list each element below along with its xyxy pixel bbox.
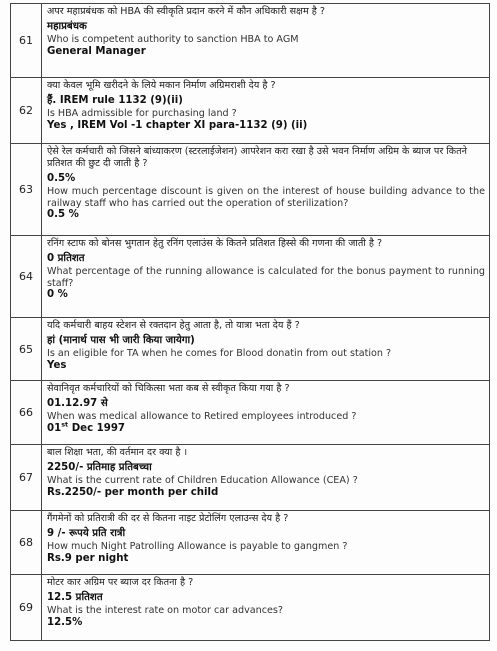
english-question: What percentage of the running allowance is calculated for the bonus payment to running staff?: [47, 266, 485, 289]
english-answer: 0 %: [47, 289, 68, 300]
english-question: How much Night Patrolling Allowance is payable to gangmen ?: [47, 541, 348, 552]
hindi-answer: महाप्रबंधक: [47, 21, 87, 32]
question-number: 63: [11, 144, 42, 236]
hindi-question: मोटर कार अग्रिम पर ब्याज दर कितना है ?: [47, 577, 194, 588]
table-row: [11, 511, 490, 575]
hindi-answer: 9 /- रूपये प्रति रात्री: [47, 528, 126, 539]
hindi-answer: 2250/- प्रतिमाह प्रतिबच्चा: [47, 462, 152, 473]
hindi-question: सेवानिवृत कर्मचारियों को चिकित्सा भता कब से स्वीकृत किया गया है ?: [47, 383, 290, 394]
qa-cell: [42, 236, 490, 318]
english-question: Who is competent authority to sanction HBA to AGM: [47, 34, 299, 45]
english-question: When was medical allowance to Retired employees introduced ?: [47, 411, 357, 422]
english-answer-ordinal: st: [61, 420, 69, 429]
hindi-question: ऐसे रेल कर्मचारी को जिसने बांध्याकरण (स्टरलाईजेशन) आपरेशन करा रखा है उसे भवन निर्माण अग्रिम के ब्याज पर कितने प्रतिशत की छुट दी जाती है ?: [47, 146, 467, 169]
hindi-answer: हां (मानार्थ पास भी जारी किया जायेगा): [47, 335, 195, 346]
english-question: What is the interest rate on motor car advances?: [47, 605, 284, 616]
qa-cell: [42, 4, 490, 78]
qa-cell: [42, 144, 490, 236]
qa-table: [10, 3, 490, 641]
table-row: [11, 445, 490, 511]
question-number: 68: [11, 511, 42, 575]
qa-cell: [42, 78, 490, 144]
question-number: 61: [11, 4, 42, 78]
qa-cell: [42, 575, 490, 641]
english-answer: 0.5 %: [47, 209, 79, 220]
hindi-question: बाल शिक्षा भता, की वर्तमान दर क्या है ।: [47, 447, 188, 458]
english-answer: [47, 420, 485, 435]
english-question: How much percentage discount is given on the interest of house building advance to the railway staff who has carried out the operation of sterilization?: [47, 186, 485, 209]
hindi-question: यदि कर्मचारी बाहय स्टेशन से रक्तदान हेतु आता है, तो यात्रा भता देय हैं ?: [47, 320, 300, 331]
hindi-question: अपर महाप्रबंधक को HBA की स्वीकृति प्रदान करने में कौन अधिकारी सक्षम है ?: [47, 6, 325, 17]
table-row: [11, 381, 490, 445]
english-answer-rest: Dec 1997: [68, 422, 126, 434]
question-number: 64: [11, 236, 42, 318]
english-answer: Rs.9 per night: [47, 552, 129, 564]
qa-cell: [42, 381, 490, 445]
hindi-question: रनिंग स्टाफ को बोनस भुगतान हेतु रनिंग एलाउंस के कितने प्रतिशत हिस्से की गणना की जाती है ?: [47, 238, 383, 249]
hindi-answer: हैं. IREM rule 1132 (9)(ii): [47, 95, 183, 106]
question-number: 67: [11, 445, 42, 511]
qa-cell: [42, 445, 490, 511]
english-answer: 12.5%: [47, 616, 83, 628]
english-answer-day: 01: [47, 422, 62, 434]
hindi-question: क्या केवल भूमि खरीदने के लिये मकान निर्माण अग्रिमराशी देय है ?: [47, 80, 276, 91]
english-answer: Yes , IREM Vol -1 chapter XI para-1132 (9) (ii): [47, 119, 308, 131]
english-question: Is an eligible for TA when he comes for Blood donatin from out station ?: [47, 348, 392, 359]
hindi-answer: 01.12.97 से: [47, 398, 108, 409]
table-row: [11, 575, 490, 641]
qa-cell: [42, 511, 490, 575]
question-number: 69: [11, 575, 42, 641]
table-row: [11, 318, 490, 381]
hindi-answer: 0 प्रतिशत: [47, 253, 85, 264]
hindi-answer: 12.5 प्रतिशत: [47, 592, 103, 603]
question-number: 66: [11, 381, 42, 445]
question-number: 65: [11, 318, 42, 381]
english-question: Is HBA admissible for purchasing land ?: [47, 108, 237, 119]
hindi-question: गैंगमेनों को प्रतिरात्री की दर से कितना नाइट प्रेटोलिंग एलाउन्स देय है ?: [47, 513, 289, 524]
qa-cell: [42, 318, 490, 381]
english-answer: General Manager: [47, 45, 146, 57]
table-row: [11, 144, 490, 236]
table-row: [11, 236, 490, 318]
table-row: [11, 4, 490, 78]
table-row: [11, 78, 490, 144]
hindi-answer: 0.5%: [47, 173, 76, 184]
english-answer: Rs.2250/- per month per child: [47, 486, 219, 498]
english-question: What is the current rate of Children Education Allowance (CEA) ?: [47, 475, 358, 486]
english-answer: Yes: [47, 359, 67, 371]
question-number: 62: [11, 78, 42, 144]
